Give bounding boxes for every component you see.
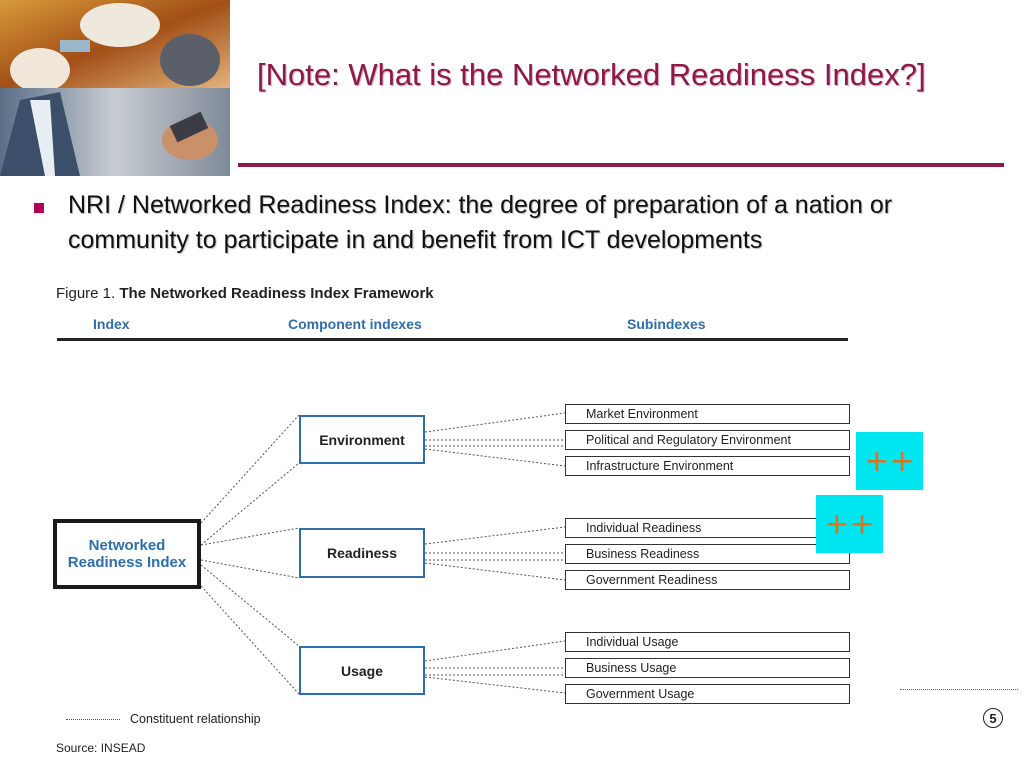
connector-nri-readiness-top [201, 528, 299, 545]
connector-env-sub3 [425, 449, 565, 466]
plus-plus-annotation-infrastructure: ++ [856, 432, 923, 490]
connector-nri-usage-bottom [201, 586, 299, 694]
bullet-text: NRI / Networked Readiness Index: the degree of preparation of a nation or community to participate in and benefit from ICT developments [68, 191, 893, 254]
component-usage: Usage [299, 646, 425, 695]
subindex-infrastructure-environment: Infrastructure Environment [565, 456, 850, 476]
connector-nri-environment-bottom [201, 463, 299, 545]
legend-dotted-line [66, 719, 120, 720]
nri-index-box: Networked Readiness Index [53, 519, 201, 589]
figure-caption-prefix: Figure 1. [56, 285, 116, 302]
connector-env-sub1 [425, 413, 565, 432]
connector-read-sub3 [425, 563, 565, 580]
connector-usage-sub3 [425, 677, 565, 693]
connector-nri-usage-top [201, 565, 299, 646]
plus-plus-annotation-individual-readiness: ++ [816, 495, 883, 553]
subindex-individual-readiness: Individual Readiness [565, 518, 850, 538]
subindex-market-environment: Market Environment [565, 404, 850, 424]
subindex-individual-usage: Individual Usage [565, 632, 850, 652]
connector-nri-environment-top [201, 415, 299, 523]
figure-source: Source: INSEAD [56, 741, 146, 755]
component-environment: Environment [299, 415, 425, 464]
column-header-subindexes: Subindexes [627, 316, 706, 332]
column-header-index: Index [93, 316, 130, 332]
component-readiness: Readiness [299, 528, 425, 578]
subindex-government-readiness: Government Readiness [565, 570, 850, 590]
connector-usage-sub1 [425, 641, 565, 661]
subindex-business-usage: Business Usage [565, 658, 850, 678]
legend-text: Constituent relationship [130, 712, 261, 726]
slide-title: [Note: What is the Networked Readiness Index?] [257, 57, 926, 92]
column-header-components: Component indexes [288, 316, 422, 332]
figure-caption-title: The Networked Readiness Index Framework [119, 285, 434, 302]
subindex-government-usage: Government Usage [565, 684, 850, 704]
footer-dotted-rule [900, 689, 1018, 690]
page-number: 5 [983, 708, 1003, 728]
connector-nri-readiness-bottom [201, 560, 299, 578]
subindex-business-readiness: Business Readiness [565, 544, 850, 564]
connector-read-sub1 [425, 527, 565, 544]
subindex-political-regulatory-environment: Political and Regulatory Environment [565, 430, 850, 450]
